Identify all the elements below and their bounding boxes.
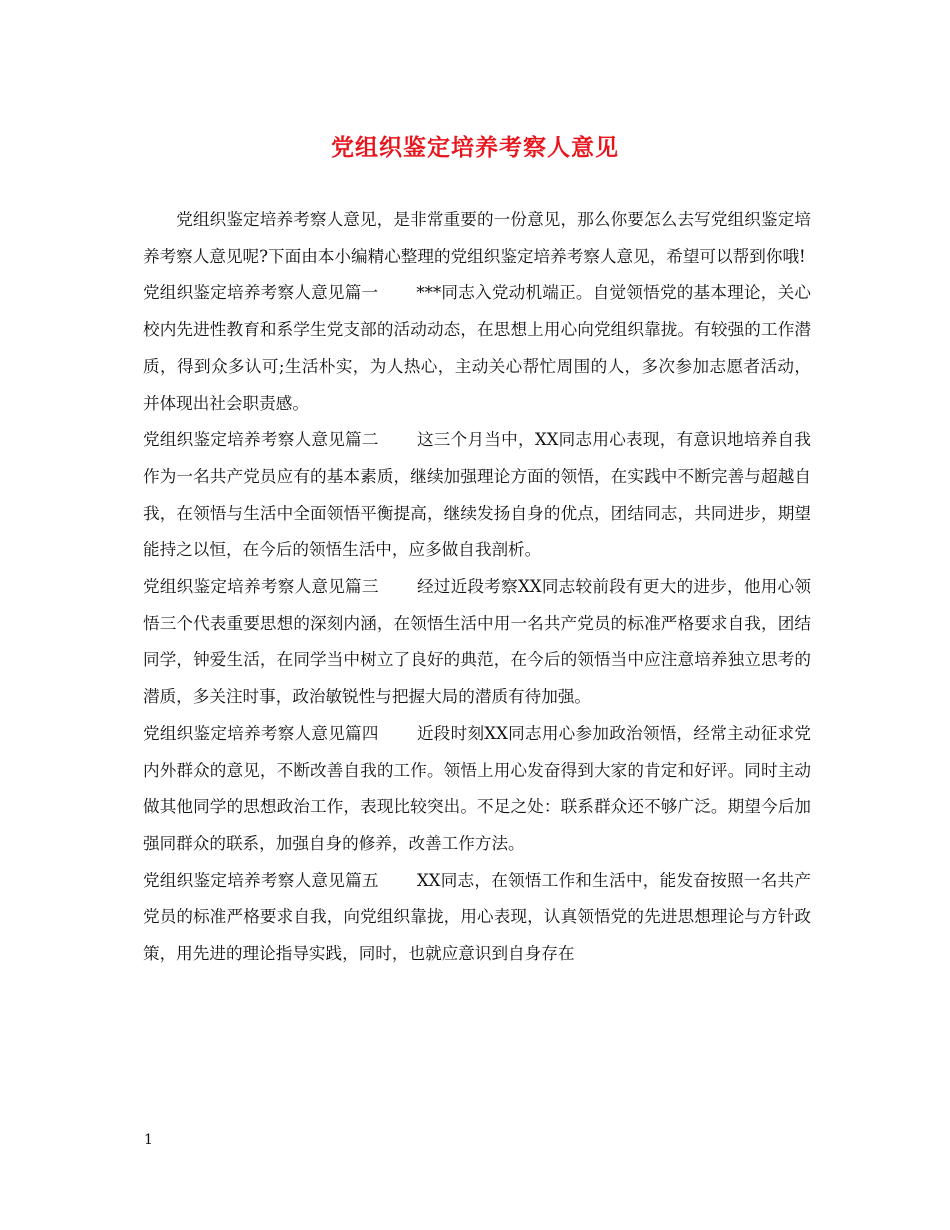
section-body: 近段时刻XX同志用心参加政治领悟，经常主动征求党内外群众的意见，不断改善自我的工作。领悟上用心发奋得到大家的肯定和好评。同时主动做其他同学的思想政治工作，表现比较突出。不足之处：联系群众还不够广泛。期望今后加强同群众的联系，加强自身的修养，改善工作方法。	[143, 723, 811, 853]
section-heading: 党组织鉴定培养考察人意见篇四	[143, 723, 379, 743]
section-body: 这三个月当中，XX同志用心表现，有意识地培养自我作为一名共产党员应有的基本素质，继续加强理论方面的领悟，在实践中不断完善与超越自我，在领悟与生活中全面领悟平衡提高，继续发扬自身的优点，团结同志，共同进步，期望能持之以恒，在今后的领悟生活中，应多做自我剖析。	[143, 430, 811, 560]
section-paragraph	[143, 275, 811, 422]
section-body: XX同志，在领悟工作和生活中，能发奋按照一名共产党员的标准严格要求自我，向党组织靠拢，用心表现，认真领悟党的先进思想理论与方针政策，用先进的理论指导实践，同时，也就应意识到自身存在	[143, 870, 811, 964]
document-title: 党组织鉴定培养考察人意见	[331, 134, 619, 161]
section-heading: 党组织鉴定培养考察人意见篇二	[143, 430, 379, 450]
section-body: 经过近段考察XX同志较前段有更大的进步，他用心领悟三个代表重要思想的深刻内涵，在领悟生活中用一名共产党员的标准严格要求自我，团结同学，钟爱生活，在同学当中树立了良好的典范，在今后的领悟当中应注意培养独立思考的潜质，多关注时事，政治敏锐性与把握大局的潜质有待加强。	[143, 577, 811, 707]
document-body	[143, 202, 811, 973]
section-heading: 党组织鉴定培养考察人意见篇一	[143, 283, 379, 303]
section-heading: 党组织鉴定培养考察人意见篇三	[143, 577, 379, 597]
section-body: ***同志入党动机端正。自觉领悟党的基本理论，关心校内先进性教育和系学生党支部的活动动态，在思想上用心向党组织靠拢。有较强的工作潜质，得到众多认可;生活朴实，为人热心，主动关心帮忙周围的人，多次参加志愿者活动，并体现出社会职责感。	[143, 283, 812, 413]
page-number: 1	[144, 1132, 153, 1148]
section-paragraph	[143, 422, 811, 569]
section-heading: 党组织鉴定培养考察人意见篇五	[143, 870, 379, 890]
section-paragraph	[143, 569, 811, 716]
section-paragraph	[143, 863, 811, 973]
intro-paragraph: 党组织鉴定培养考察人意见，是非常重要的一份意见，那么你要怎么去写党组织鉴定培养考察人意见呢?下面由本小编精心整理的党组织鉴定培养考察人意见，希望可以帮到你哦!	[143, 210, 811, 266]
section-paragraph	[143, 716, 811, 863]
